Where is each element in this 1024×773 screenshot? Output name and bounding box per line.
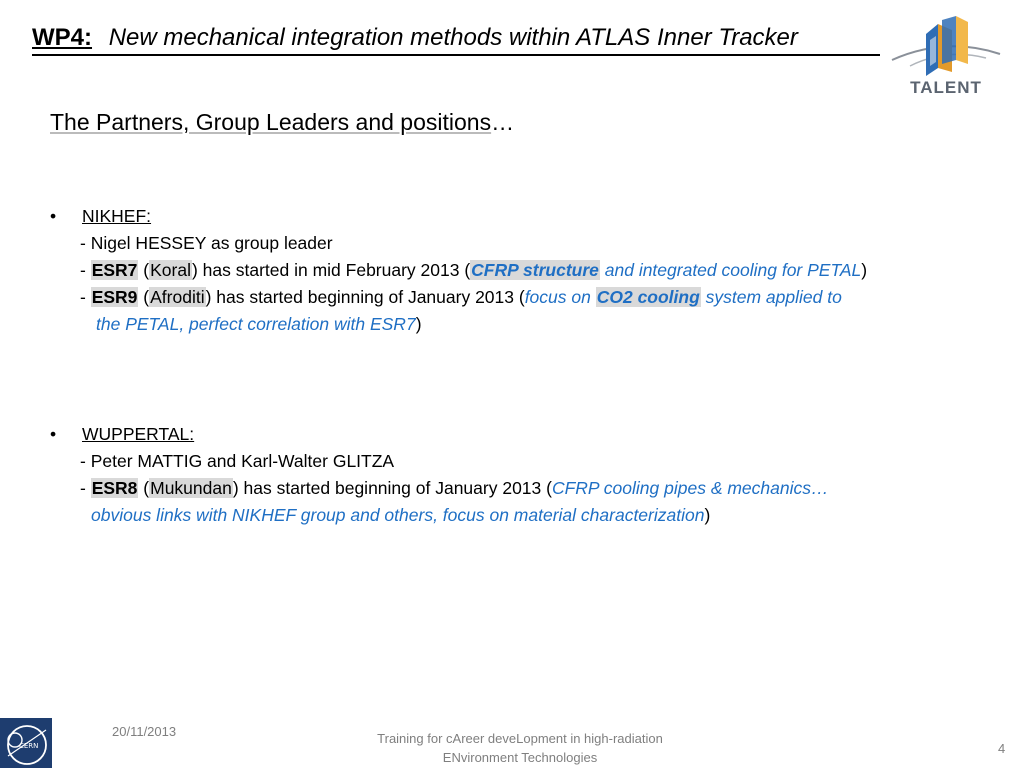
esr8-line: [80, 475, 829, 502]
paren-open: (: [138, 260, 150, 280]
nikhef-heading: NIKHEF:: [82, 206, 152, 226]
esr7-name: Koral: [150, 260, 191, 280]
paren-close: ): [232, 478, 239, 498]
esr9-topic-cont: the PETAL, perfect correlation with ESR7: [96, 314, 416, 334]
bullet-icon: •: [50, 206, 57, 226]
esr7-label: ESR7: [91, 260, 138, 280]
subtitle-ellipsis: …: [491, 109, 515, 135]
dash: -: [80, 478, 91, 498]
page-number: 4: [998, 741, 1006, 756]
esr7-topic-highlight: CFRP structure: [471, 260, 599, 280]
esr8-text: has started beginning of January 2013 (: [238, 478, 552, 498]
paren-open: (: [138, 287, 150, 307]
cern-logo-icon: [0, 718, 52, 768]
esr8-label: ESR8: [91, 478, 138, 498]
dash: -: [80, 260, 91, 280]
talent-logo: [890, 14, 1002, 100]
esr9-text: has started beginning of January 2013 (: [211, 287, 525, 307]
footer-date: 20/11/2013: [112, 724, 177, 739]
esr9-continuation: [96, 311, 883, 338]
title-text: New mechanical integration methods within ATLAS Inner Tracker: [108, 24, 798, 51]
wuppertal-heading: WUPPERTAL:: [82, 424, 195, 444]
wuppertal-section: [50, 421, 829, 529]
paren-close: ): [191, 260, 198, 280]
esr7-topic: and integrated cooling for PETAL: [599, 260, 862, 280]
footer-line-2: ENvironment Technologies: [442, 750, 598, 765]
esr9-topic-pre: focus on: [524, 287, 596, 307]
footer-line-1: Training for cAreer deveLopment in high-radiation: [377, 731, 663, 746]
esr7-line: [80, 257, 867, 284]
esr8-topic: CFRP cooling pipes & mechanics…: [551, 478, 829, 498]
esr9-topic: system applied to: [700, 287, 842, 307]
nikhef-section: [50, 203, 868, 338]
slide-subtitle: [50, 109, 514, 136]
paren-close: ): [415, 314, 422, 334]
wuppertal-leader-line: - Peter MATTIG and Karl-Walter GLITZA: [80, 451, 395, 471]
wp-label: WP4: [32, 24, 85, 51]
slide-title: [32, 24, 798, 52]
paren-open: (: [138, 478, 150, 498]
esr8-topic-cont: obvious links with NIKHEF group and others, focus on material characterization: [91, 505, 705, 525]
esr9-name: Afroditi: [150, 287, 205, 307]
paren-close: ): [205, 287, 212, 307]
slide-header: [32, 24, 880, 58]
esr9-line: [80, 284, 867, 311]
cern-logo-text: CERN: [19, 742, 39, 750]
subtitle-text: The Partners, Group Leaders and positions: [50, 109, 492, 135]
paren-close: ): [861, 260, 868, 280]
esr9-topic-highlight: CO2 cooling: [596, 287, 700, 307]
bullet-icon: •: [50, 424, 57, 444]
footer-center: [300, 729, 740, 767]
nikhef-leader-line: - Nigel HESSEY as group leader: [80, 233, 333, 253]
wp-colon: :: [84, 24, 93, 51]
talent-logo-icon: [890, 14, 1002, 80]
esr7-text: has started in mid February 2013 (: [197, 260, 471, 280]
dash: -: [80, 287, 91, 307]
title-underline: [32, 54, 880, 56]
esr9-label: ESR9: [91, 287, 138, 307]
cern-logo: [0, 718, 52, 768]
esr8-continuation: [91, 502, 840, 529]
talent-logo-text: TALENT: [910, 78, 982, 97]
paren-close: ): [704, 505, 711, 525]
esr8-name: Mukundan: [150, 478, 232, 498]
